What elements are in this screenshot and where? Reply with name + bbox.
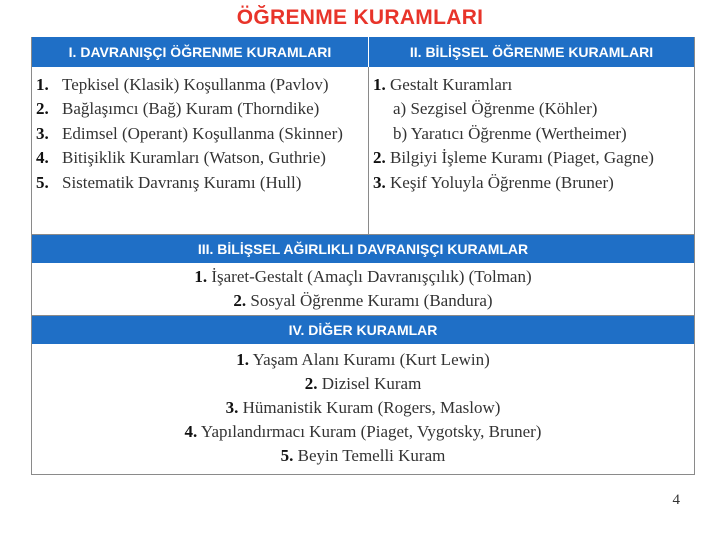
list-item-number: 4. (184, 422, 198, 441)
list-item-text: Yaşam Alanı Kuramı (Kurt Lewin) (252, 350, 490, 369)
list-item-number: 2. (233, 291, 247, 310)
list-item (32, 372, 694, 396)
list-item (373, 73, 694, 97)
list-item-number: 5. (36, 172, 49, 192)
list-item-text: Sosyal Öğrenme Kuramı (Bandura) (250, 291, 493, 310)
list-item-text: Bilgiyi İşleme Kuramı (Piaget, Gagne) (390, 148, 654, 168)
section-header-cognitive-behaviorist: III. BİLİŞSEL AĞIRLIKLI DAVRANIŞÇI KURAMLAR (32, 234, 694, 263)
section-header-other: IV. DİĞER KURAMLAR (32, 315, 694, 344)
list-item-text: Dizisel Kuram (321, 374, 422, 393)
table-header-row (32, 37, 694, 67)
list-item-number: 3. (373, 172, 386, 192)
table-body-row (32, 67, 694, 234)
list-subitem (373, 97, 694, 121)
list-item (32, 289, 694, 313)
other-theories-list (32, 344, 694, 474)
section-header-behaviorist: I. DAVRANIŞÇI ÖĞRENME KURAMLARI (32, 37, 369, 67)
list-item (32, 420, 694, 444)
list-item-text: Bağlaşımcı (Bağ) Kuram (Thorndike) (62, 99, 320, 119)
section-header-cognitive: II. BİLİŞSEL ÖĞRENME KURAMLARI (369, 37, 694, 67)
list-item-text: Sistematik Davranış Kuramı (Hull) (62, 172, 302, 192)
list-item-text: a) Sezgisel Öğrenme (Köhler) (393, 99, 598, 119)
list-item-number: 2. (304, 374, 318, 393)
list-item-text: Yapılandırmacı Kuram (Piaget, Vygotsky, Bruner) (200, 422, 542, 441)
list-item (32, 265, 694, 289)
list-item-number: 2. (36, 99, 49, 119)
list-item-number: 1. (373, 75, 386, 94)
list-item-text: Edimsel (Operant) Koşullanma (Skinner) (62, 123, 343, 143)
list-item-text: Keşif Yoluyla Öğrenme (Bruner) (390, 172, 614, 192)
theories-table (31, 37, 695, 475)
list-item (36, 122, 368, 146)
list-item-number: 1. (236, 350, 249, 369)
list-item-number: 1. (194, 267, 208, 286)
list-item-number: 5. (280, 446, 294, 465)
list-item-number: 1. (36, 75, 49, 94)
list-item-text: Hümanistik Kuram (Rogers, Maslow) (242, 398, 501, 417)
list-item-text: Bitişiklik Kuramları (Watson, Guthrie) (62, 148, 326, 168)
list-item (36, 171, 368, 195)
list-item-text: Tepkisel (Klasik) Koşullanma (Pavlov) (62, 75, 329, 94)
list-item-text: Beyin Temelli Kuram (297, 446, 446, 465)
list-item-number: 4. (36, 148, 49, 168)
list-item (32, 348, 694, 372)
list-item (36, 97, 368, 121)
list-item-text: İşaret-Gestalt (Amaçlı Davranışçılık) (Tolman) (211, 267, 532, 286)
cognitive-behaviorist-list (32, 263, 694, 315)
list-item-number: 2. (373, 148, 386, 168)
list-item (373, 146, 694, 170)
cognitive-list (369, 67, 694, 234)
list-item (36, 146, 368, 170)
page-number: 4 (672, 492, 680, 508)
list-item-text: b) Yaratıcı Öğrenme (Wertheimer) (393, 123, 627, 143)
list-item (373, 171, 694, 195)
list-item (36, 73, 368, 97)
page-title: ÖĞRENME KURAMLARI (236, 6, 484, 29)
list-item (32, 396, 694, 420)
list-item-number: 3. (225, 398, 239, 417)
list-item-text: Gestalt Kuramları (390, 75, 513, 94)
list-item (32, 444, 694, 468)
list-item-number: 3. (36, 123, 49, 143)
list-subitem (373, 122, 694, 146)
behaviorist-list (32, 67, 369, 234)
